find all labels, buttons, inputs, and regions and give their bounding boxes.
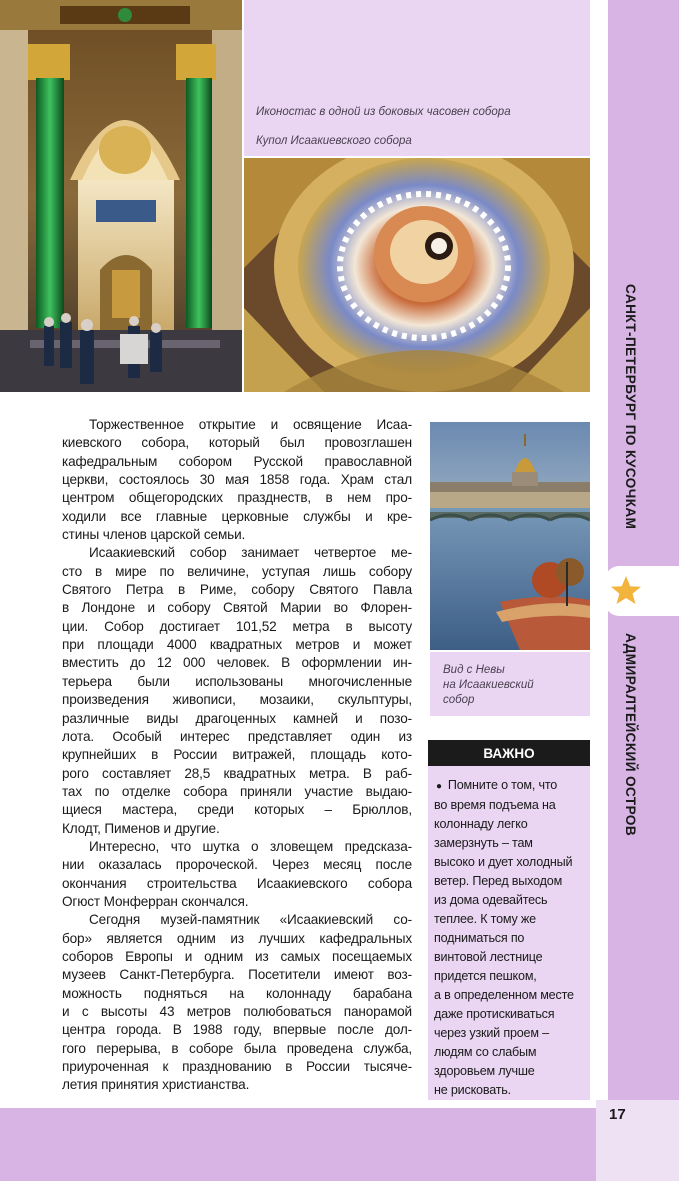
paragraph	[62, 416, 412, 544]
text-line: сто в мире по величине, уступая лишь собору	[62, 563, 412, 579]
text-line: летия принятия христианства.	[62, 1077, 250, 1093]
text-line: ции. Собор достигает 101,52 метра в высоту	[62, 618, 412, 634]
page-number-box	[596, 1100, 679, 1181]
text-line: соборов Европы и одним из самых посещаемых	[62, 948, 412, 964]
text-line: терьера были использованы многочисленные	[62, 673, 412, 689]
text-line: и с высоты 43 метров полюбоваться панорамой	[62, 1004, 412, 1019]
text-line: нии оказалась пророческой. Через месяц после	[62, 857, 412, 873]
page-number: 17	[609, 1106, 626, 1123]
important-text	[434, 776, 590, 1100]
important-line: здоровьем лучше	[434, 1064, 535, 1078]
text-line: при площади 4000 квадратных метров и может	[62, 637, 412, 653]
important-line: не рисковать.	[434, 1083, 511, 1097]
star-icon	[609, 574, 643, 608]
text-line: Сегодня музей-памятник «Исаакиевский со-	[89, 912, 412, 928]
text-line: гого перерыва, в соборе была проведена служба,	[62, 1040, 412, 1056]
text-line: произведения живописи, мозаики, скульптуры,	[62, 692, 412, 708]
text-line: музеев Санкт-Петербурга. Посетители имеют воз-	[62, 967, 412, 983]
important-line: замерзнуть – там	[434, 836, 533, 850]
important-line	[434, 776, 590, 796]
text-line: крупнейших в России витражей, площадь кото-	[62, 747, 412, 763]
text-line: ходили все главные церковные службы и кре-	[62, 508, 412, 524]
text-line: киевского собора, который был провозглашен	[62, 435, 412, 451]
important-line: придется пешком,	[434, 969, 537, 983]
text-line: Святого Петра в Риме, собору Святого Павла	[62, 582, 412, 598]
text-line: центром общегородских празднеств, в нем про-	[62, 490, 412, 506]
section-tab	[605, 566, 679, 616]
text-line: Исаакиевский собор занимает четвертое ме-	[89, 545, 412, 561]
important-header: ВАЖНО	[428, 740, 590, 766]
caption-neva-view	[443, 663, 583, 708]
important-line: винтовой лестнице	[434, 950, 543, 964]
paragraph	[62, 838, 412, 911]
text-line: в Лондоне и собору Святой Марии во Флорен-	[62, 600, 412, 616]
caption-dome: Купол Исаакиевского собора	[256, 135, 412, 147]
important-line: даже протискиваться	[434, 1007, 555, 1021]
text-line: приуроченная к празднованию в России тысяче-	[62, 1059, 412, 1075]
caption-line: Вид с Невы	[443, 664, 505, 676]
text-line: кафедральным собором Русской православной	[62, 453, 412, 469]
caption-line: на Исаакиевский	[443, 679, 534, 691]
photo-neva-view	[430, 422, 590, 650]
main-text	[62, 416, 412, 1095]
text-line: можность подняться на колоннаду барабана	[62, 985, 412, 1001]
bottom-band	[0, 1108, 596, 1181]
important-line: высоко и дует холодный	[434, 855, 573, 869]
photo-dome	[244, 158, 590, 392]
caption-box-top	[244, 0, 590, 156]
text-line: вместить до 12 000 человек. В оформлении ин-	[62, 655, 412, 671]
text-line: лота. Особый интерес представляет один из	[62, 728, 412, 744]
chapter-title: АДМИРАЛТЕЙСКИЙ ОСТРОВ	[623, 633, 638, 837]
text-line: Торжественное открытие и освящение Исаа-	[89, 417, 412, 432]
text-line: различные виды драгоценных камней и позо-	[62, 710, 412, 726]
text-line: тах по отделке собора приняли участие выдаю-	[62, 783, 412, 799]
caption-box-neva	[430, 652, 590, 716]
caption-iconostasis: Иконостас в одной из боковых часовен собора	[256, 106, 511, 118]
text-line: Интересно, что шутка о зловещем предсказа-	[89, 838, 412, 854]
important-box	[428, 766, 590, 1100]
important-line: теплее. К тому же	[434, 912, 536, 926]
important-line: людям со слабым	[434, 1045, 537, 1059]
important-line: из дома одевайтесь	[434, 893, 548, 907]
text-line: щиеся мастера, среди которых – Брюллов,	[62, 802, 412, 818]
important-line-text: Помните о том, что	[447, 778, 558, 792]
important-line: колоннаду легко	[434, 817, 528, 831]
text-line: церкви, состоялось 30 мая 1858 года. Храм стал	[62, 472, 412, 488]
text-line: окончания строительства Исаакиевского собора	[62, 875, 412, 891]
text-line: Огюст Монферран скончался.	[62, 893, 249, 909]
series-title: САНКТ-ПЕТЕРБУРГ ПО КУСОЧКАМ	[623, 284, 638, 530]
text-line: стины членов царской семьи.	[62, 527, 246, 543]
text-line: Клодт, Пименов и другие.	[62, 820, 220, 836]
caption-line: собор	[443, 694, 475, 706]
text-line: центра города. В 1988 году, впервые после дол-	[62, 1022, 412, 1038]
important-line: а в определенном месте	[434, 988, 574, 1002]
important-line: через узкий проем –	[434, 1026, 549, 1040]
text-line: бор» является одним из лучших кафедральных	[62, 930, 412, 946]
important-line: во время подъема на	[434, 798, 556, 812]
paragraph	[62, 911, 412, 1094]
text-line: рого составляет 28,5 квадратных метра. В раб-	[62, 765, 412, 781]
bullet-icon: ●	[436, 781, 442, 792]
important-line: ветер. Перед выходом	[434, 874, 563, 888]
paragraph	[62, 544, 412, 838]
photo-iconostasis	[0, 0, 242, 392]
important-line: подниматься по	[434, 931, 525, 945]
